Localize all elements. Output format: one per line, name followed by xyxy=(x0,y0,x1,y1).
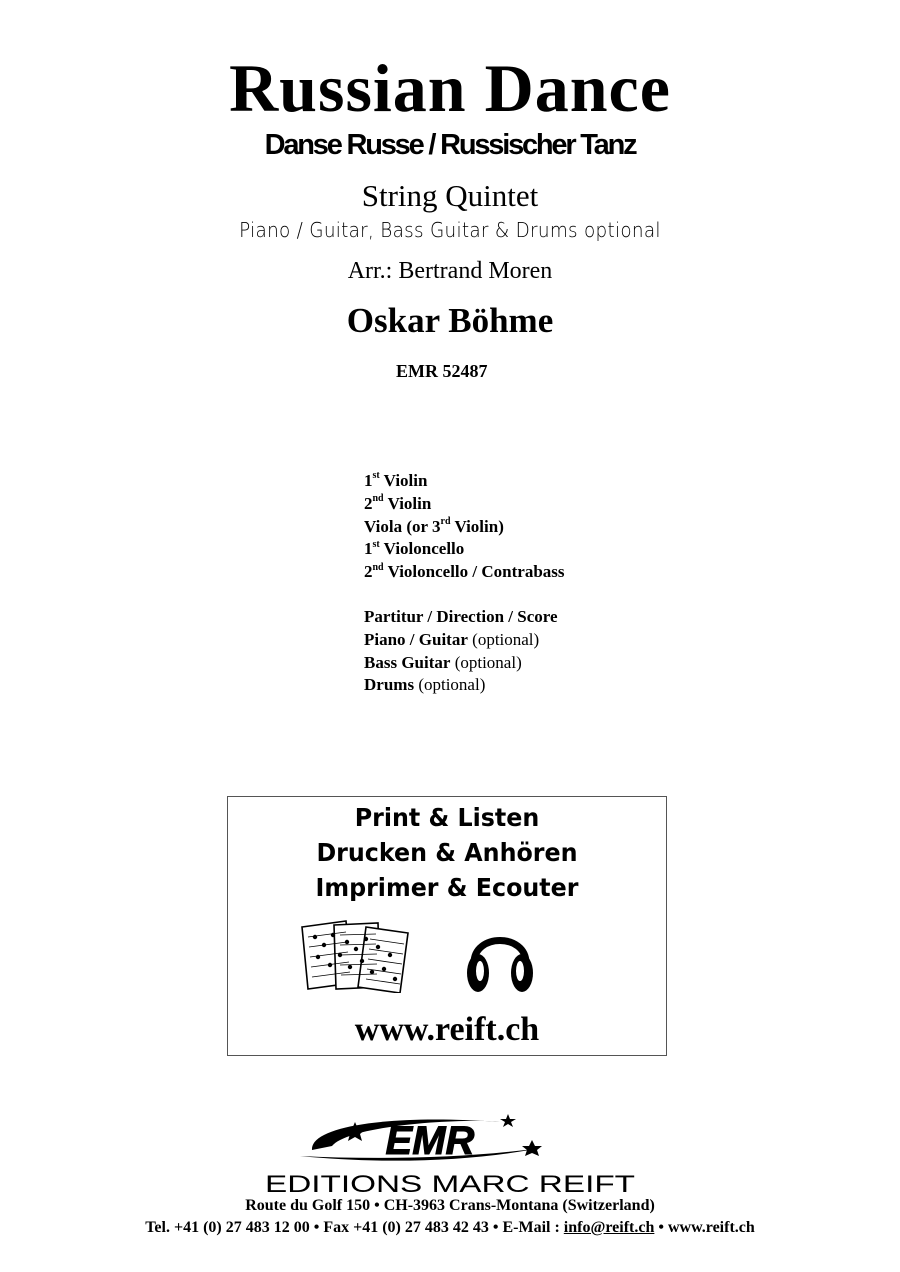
parts-gap xyxy=(364,584,565,606)
subtitle: Danse Russe / Russischer Tanz xyxy=(264,129,636,161)
email-link[interactable]: info@reift.ch xyxy=(563,1219,655,1236)
ensemble: String Quintet xyxy=(361,178,539,213)
promo-line-print-listen: Print & Listen xyxy=(354,803,540,832)
star-icon xyxy=(522,1140,542,1156)
publisher-address: Route du Golf 150 • CH-3963 Crans-Montana (Switzerland) xyxy=(245,1197,655,1214)
composer: Oskar Böhme xyxy=(346,301,554,340)
svg-text:EMR: EMR xyxy=(385,1119,475,1163)
title: Russian Dance xyxy=(229,50,671,126)
extra-item: Drums (optional) xyxy=(364,675,486,695)
star-icon xyxy=(500,1114,516,1127)
extra-item: Piano / Guitar (optional) xyxy=(364,629,540,649)
publisher-contact: Tel. +41 (0) 27 483 12 00 • Fax +41 (0) 27 483 42 43 • E-Mail : info@reift.ch • www.reift.ch xyxy=(145,1219,755,1236)
optional-instruments: Piano / Guitar, Bass Guitar & Drums optional xyxy=(239,218,661,242)
emr-logo xyxy=(240,1108,660,1196)
part-item: 2nd Violoncello / Contrabass xyxy=(364,561,565,582)
promo-url: www.reift.ch xyxy=(354,1011,540,1048)
catalog-number: EMR 52487 xyxy=(396,361,488,381)
sheet-music-icon xyxy=(300,917,412,993)
part-item: 1st Violin xyxy=(364,470,428,490)
part-item: Viola (or 3rd Violin) xyxy=(364,515,504,536)
extra-item: Bass Guitar (optional) xyxy=(364,652,522,672)
print-listen-box xyxy=(227,796,667,1056)
arranger: Arr.: Bertrand Moren xyxy=(347,258,553,284)
headphones-icon xyxy=(464,919,536,995)
svg-text:EDITIONS MARC REIFT: EDITIONS MARC REIFT xyxy=(265,1171,636,1196)
promo-line-imprimer-ecouter: Imprimer & Ecouter xyxy=(315,873,579,902)
promo-line-drucken-anhoren: Drucken & Anhören xyxy=(316,838,578,867)
extra-item: Partitur / Direction / Score xyxy=(364,606,558,626)
parts-list xyxy=(364,470,565,697)
part-item: 1st Violoncello xyxy=(364,538,465,559)
part-item: 2nd Violin xyxy=(364,493,432,513)
